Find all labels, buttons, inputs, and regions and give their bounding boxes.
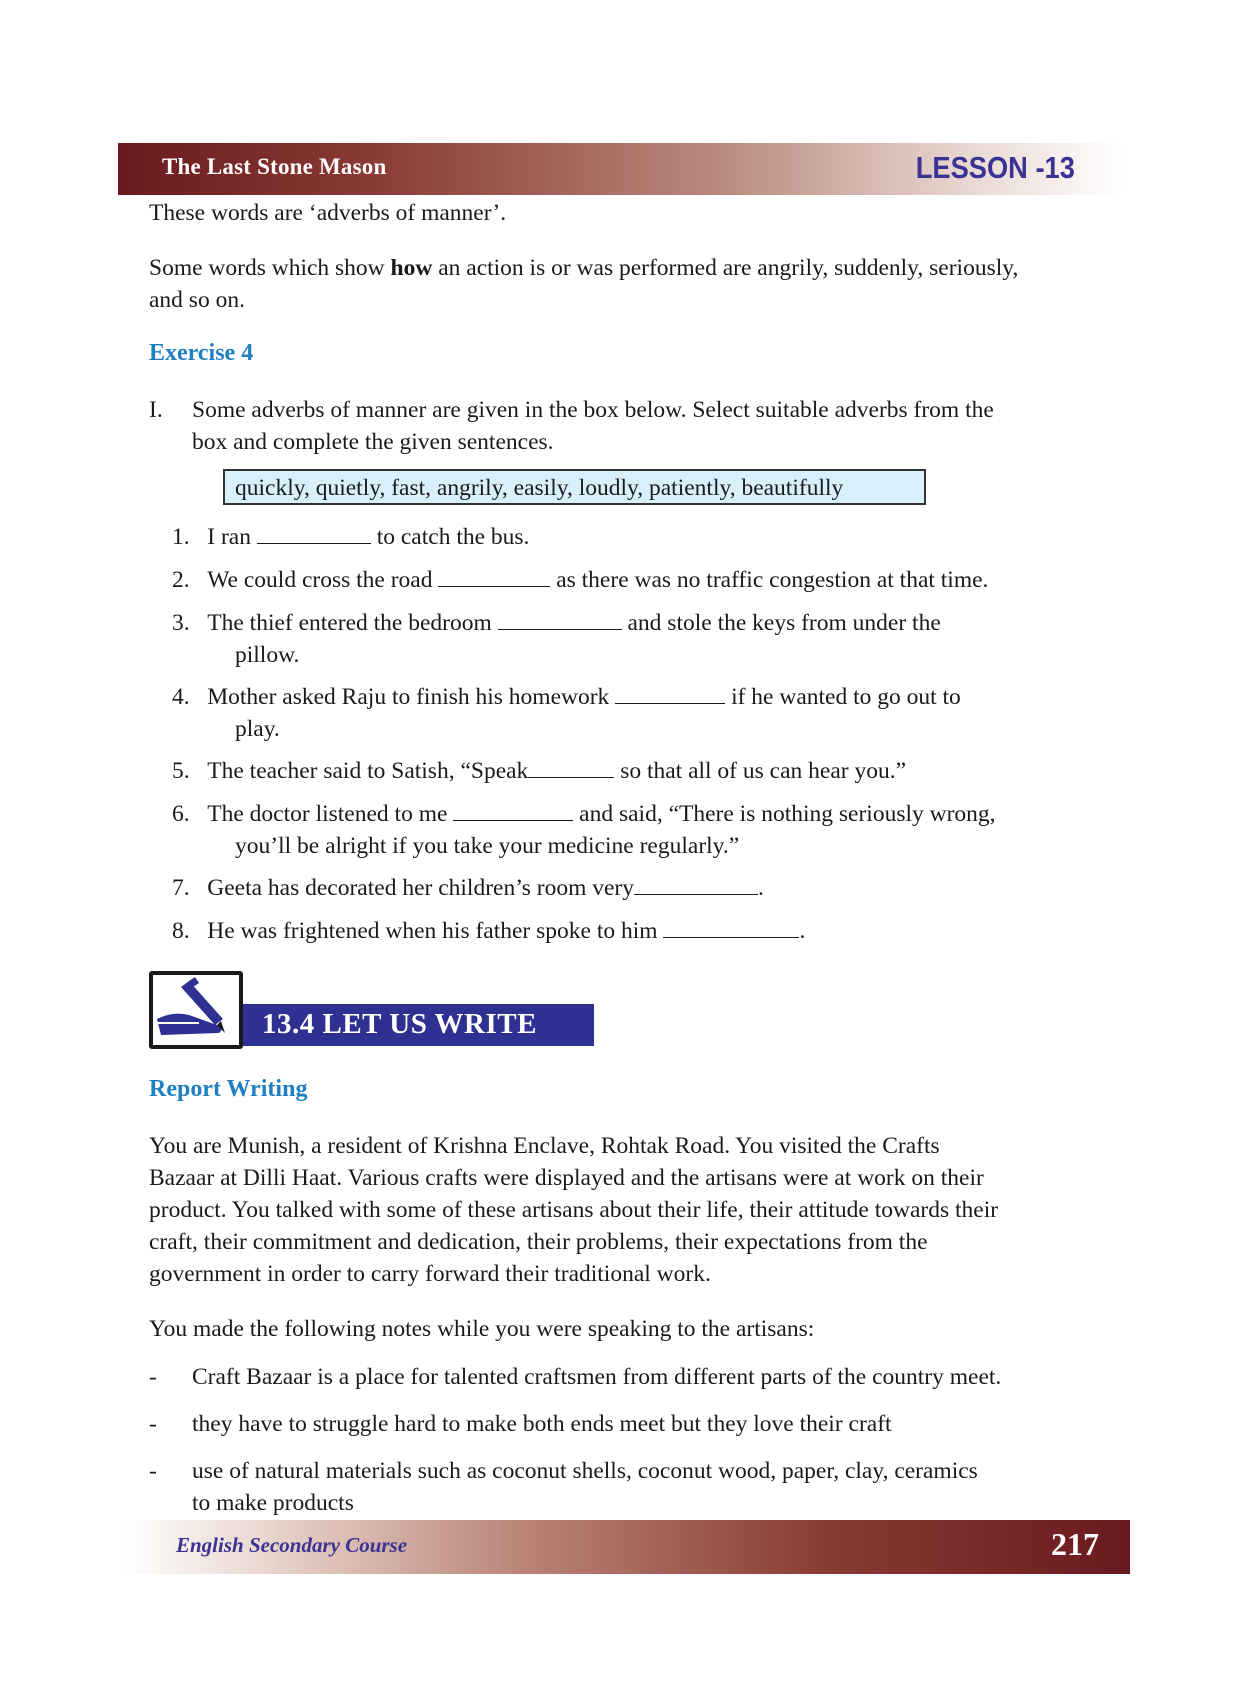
note-bullet: -	[149, 1411, 157, 1437]
question-1: 1. I ran to catch the bus.	[172, 524, 530, 550]
question-4-continued: play.	[235, 716, 280, 742]
question-2: 2. We could cross the road as there was no traffic congestion at that time.	[172, 567, 989, 593]
note-item: Craft Bazaar is a place for talented craftsmen from different parts of the country meet.	[192, 1364, 1002, 1390]
question-8: 8. He was frightened when his father spoke to him .	[172, 918, 806, 944]
section-title: 13.4 LET US WRITE	[262, 1008, 537, 1040]
exercise-title: Exercise 4	[149, 340, 254, 366]
question-3: 3. The thief entered the bedroom and stole the keys from under the	[172, 610, 941, 636]
answer-blank[interactable]	[498, 609, 622, 630]
question-4: 4. Mother asked Raju to finish his homework if he wanted to go out to	[172, 684, 961, 710]
question-5: 5. The teacher said to Satish, “Speak so that all of us can hear you.”	[172, 758, 907, 784]
page-number: 217	[1051, 1526, 1099, 1562]
note-item: they have to struggle hard to make both ends meet but they love their craft	[192, 1411, 892, 1437]
note-item: use of natural materials such as coconut shells, coconut wood, paper, clay, ceramics to make products	[192, 1458, 978, 1516]
answer-blank[interactable]	[615, 683, 725, 704]
report-writing-title: Report Writing	[149, 1076, 308, 1102]
intro-line: These words are ‘adverbs of manner’.	[149, 200, 507, 226]
question-6-continued: you’ll be alright if you take your medicine regularly.”	[235, 833, 740, 859]
lesson-label: LESSON -13	[915, 150, 1075, 185]
answer-blank[interactable]	[257, 523, 371, 544]
exercise-instruction: Some adverbs of manner are given in the box below. Select suitable adverbs from the box and complete the given sentences.	[192, 397, 994, 455]
adverb-word-box: quickly, quietly, fast, angrily, easily, loudly, patiently, beautifully	[223, 469, 926, 505]
writing-hand-icon	[149, 971, 243, 1049]
question-7: 7. Geeta has decorated her children’s room very .	[172, 875, 764, 901]
note-bullet: -	[149, 1458, 157, 1484]
note-bullet: -	[149, 1364, 157, 1390]
course-title: English Secondary Course	[176, 1533, 408, 1557]
answer-blank[interactable]	[663, 917, 799, 938]
answer-blank[interactable]	[528, 757, 614, 778]
report-paragraph: You are Munish, a resident of Krishna Enclave, Rohtak Road. You visited the Crafts Bazaar at Dilli Haat. Various crafts were displayed and the artisans were at work on their product. You talked with some of these artisans about their life, their attitude towards their craft, their commitment and dedication, their problems, their expectations from the government in order to carry forward their traditional work.	[149, 1133, 999, 1287]
chapter-title: The Last Stone Mason	[162, 154, 387, 179]
bold-how: how	[390, 255, 433, 281]
intro-paragraph: Some words which show how an action is or was performed are angrily, suddenly, seriously, and so on.	[149, 255, 1019, 313]
answer-blank[interactable]	[453, 800, 573, 821]
exercise-roman-numeral: I.	[149, 397, 163, 423]
question-3-continued: pillow.	[235, 642, 300, 668]
notes-intro: You made the following notes while you were speaking to the artisans:	[149, 1316, 815, 1342]
question-6: 6. The doctor listened to me and said, “There is nothing seriously wrong,	[172, 801, 996, 827]
answer-blank[interactable]	[438, 566, 550, 587]
answer-blank[interactable]	[634, 874, 758, 895]
